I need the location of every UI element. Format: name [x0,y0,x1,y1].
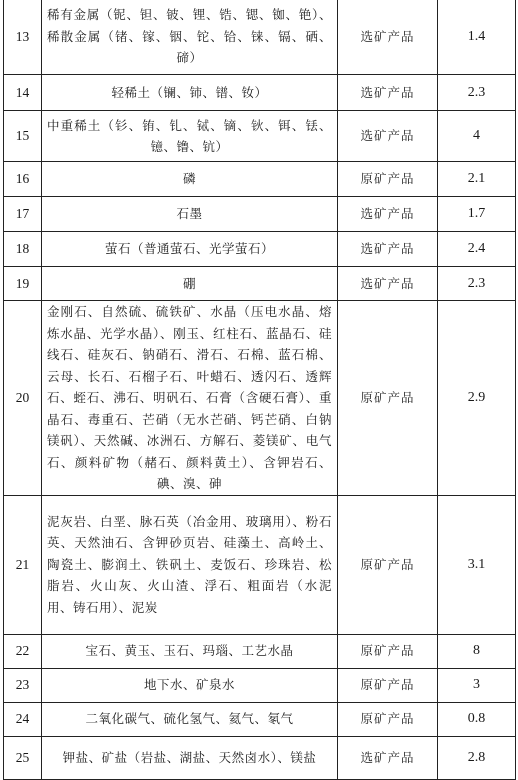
product-type: 选矿产品 [338,267,438,301]
tax-rate: 2.8 [438,736,516,779]
mineral-name: 钾盐、矿盐（岩盐、湖盐、天然卤水）、镁盐 [42,736,338,779]
tax-rate: 2.1 [438,162,516,197]
row-number: 19 [4,267,42,301]
row-number: 16 [4,162,42,197]
mineral-tax-rate-table [3,0,516,780]
mineral-name: 硼 [42,267,338,301]
tax-rate: 0.8 [438,702,516,736]
product-type: 选矿产品 [338,232,438,267]
table-row [4,736,516,779]
row-number: 17 [4,197,42,232]
table-row [4,301,516,496]
product-type: 原矿产品 [338,301,438,496]
product-type: 原矿产品 [338,668,438,702]
product-type: 原矿产品 [338,634,438,668]
tax-rate: 8 [438,634,516,668]
product-type: 原矿产品 [338,495,438,634]
product-type: 选矿产品 [338,736,438,779]
product-type: 选矿产品 [338,197,438,232]
mineral-name: 萤石（普通萤石、光学萤石） [42,232,338,267]
product-type: 原矿产品 [338,162,438,197]
tax-rate: 2.4 [438,232,516,267]
table-row [4,495,516,634]
table-row [4,75,516,111]
tax-rate: 3.1 [438,495,516,634]
table-row [4,0,516,75]
table-row [4,668,516,702]
table-row [4,267,516,301]
tax-rate: 2.3 [438,267,516,301]
row-number: 23 [4,668,42,702]
row-number: 14 [4,75,42,111]
row-number: 21 [4,495,42,634]
mineral-name: 金刚石、自然硫、硫铁矿、水晶（压电水晶、熔炼水晶、光学水晶）、刚玉、红柱石、蓝晶石、硅线石、硅灰石、钠硝石、滑石、石棉、蓝石棉、云母、长石、石榴子石、叶蜡石、透闪石、透辉石、蛭石、沸石、明矾石、石膏（含硬石膏）、重晶石、毒重石、芒硝（无水芒硝、钙芒硝、白钠镁矾）、天然碱、冰洲石、方解石、菱镁矿、电气石、颜料矿物（赭石、颜料黄土）、含钾岩石、碘、溴、砷 [42,301,338,496]
row-number: 25 [4,736,42,779]
tax-rate: 2.3 [438,75,516,111]
mineral-name: 宝石、黄玉、玉石、玛瑙、工艺水晶 [42,634,338,668]
table-row [4,232,516,267]
product-type: 原矿产品 [338,702,438,736]
mineral-name: 石墨 [42,197,338,232]
row-number: 24 [4,702,42,736]
table-row [4,111,516,162]
product-type: 选矿产品 [338,111,438,162]
mineral-name: 轻稀土（镧、铈、镨、钕） [42,75,338,111]
mineral-name: 地下水、矿泉水 [42,668,338,702]
product-type: 选矿产品 [338,0,438,75]
table-row [4,702,516,736]
row-number: 18 [4,232,42,267]
table-row [4,197,516,232]
row-number: 15 [4,111,42,162]
tax-rate: 4 [438,111,516,162]
tax-rate: 2.9 [438,301,516,496]
row-number: 20 [4,301,42,496]
mineral-name: 磷 [42,162,338,197]
product-type: 选矿产品 [338,75,438,111]
mineral-name: 二氧化碳气、硫化氢气、氦气、氡气 [42,702,338,736]
mineral-name: 中重稀土（钐、铕、钆、铽、镝、钬、铒、铥、镱、镥、钪） [42,111,338,162]
row-number: 13 [4,0,42,75]
mineral-name: 泥灰岩、白垩、脉石英（冶金用、玻璃用）、粉石英、天然油石、含钾砂页岩、硅藻土、高岭土、陶瓷土、膨润土、铁矾土、麦饭石、珍珠岩、松脂岩、火山灰、火山渣、浮石、粗面岩（水泥用、铸石用）、泥炭 [42,495,338,634]
mineral-name: 稀有金属（铌、钽、铍、锂、锆、锶、铷、铯）、稀散金属（锗、镓、铟、铊、铪、铼、镉、硒、碲） [42,0,338,75]
row-number: 22 [4,634,42,668]
table-row [4,162,516,197]
tax-rate: 3 [438,668,516,702]
tax-rate: 1.7 [438,197,516,232]
tax-rate: 1.4 [438,0,516,75]
table-row [4,634,516,668]
